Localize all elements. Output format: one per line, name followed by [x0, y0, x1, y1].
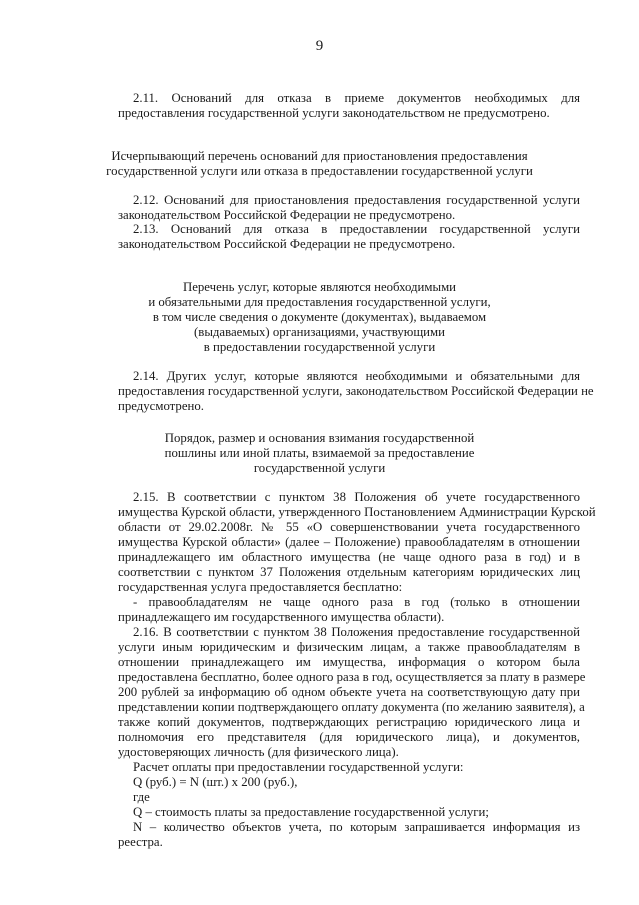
- p216-line-6: представлении копии подтверждающего оплату документа (по желанию заявителя), а: [118, 700, 585, 714]
- heading-services-line-1: Перечень услуг, которые являются необходимыми: [182, 280, 457, 294]
- p211-line-1: 2.11. Оснований для отказа в приеме документов необходимых для: [133, 91, 580, 105]
- p216-line-5: 200 рублей за информацию об одном объекте учета на соответствующую дату при: [118, 685, 580, 699]
- p214-line-1: 2.14. Других услуг, которые являются необходимыми и обязательными для: [133, 369, 580, 383]
- p215-line-3: области от 29.02.2008г. № 55 «О совершенствовании учета государственного: [118, 520, 580, 534]
- p215-line-5: принадлежащего им областного имущества (не чаще одного раза в год) и в: [118, 550, 580, 564]
- calc-q-definition: Q – стоимость платы за предоставление государственной услуги;: [133, 805, 489, 819]
- p214-line-3: предусмотрено.: [118, 399, 204, 413]
- calc-where: где: [133, 790, 150, 804]
- p216-line-8: полномочия его представителя (для юридического лица), и документов,: [118, 730, 580, 744]
- p215-line-7: государственная услуга предоставляется бесплатно:: [118, 580, 403, 594]
- calc-n-definition-line-2: реестра.: [118, 835, 163, 849]
- heading-fee-line-1: Порядок, размер и основания взимания государственной: [164, 431, 475, 445]
- p212-line-1: 2.12. Оснований для приостановления предоставления государственной услуги: [133, 193, 580, 207]
- heading-suspension-line-2: государственной услуги или отказа в предоставлении государственной услуги: [106, 164, 533, 178]
- p215-line-2: имущества Курской области, утвержденного Постановлением Администрации Курской: [118, 505, 596, 519]
- p211-line-2: предоставления государственной услуги законодательством не предусмотрено.: [118, 106, 550, 120]
- p213-line-1: 2.13. Оснований для отказа в предоставлении государственной услуги: [133, 222, 580, 236]
- calc-formula: Q (руб.) = N (шт.) х 200 (руб.),: [133, 775, 298, 789]
- heading-services-line-5: в предоставлении государственной услуги: [203, 340, 436, 354]
- calc-n-definition-line-1: N – количество объектов учета, по которым запрашивается информация из: [133, 820, 580, 834]
- p215-line-9: принадлежащего им государственного имущества области).: [118, 610, 445, 624]
- calc-intro: Расчет оплаты при предоставлении государственной услуги:: [133, 760, 464, 774]
- p216-line-1: 2.16. В соответствии с пунктом 38 Положения предоставление государственной: [133, 625, 580, 639]
- heading-suspension-line-1: Исчерпывающий перечень оснований для приостановления предоставления: [111, 149, 528, 163]
- p215-line-4: имущества Курской области» (далее – Положение) правообладателям в отношении: [118, 535, 580, 549]
- p216-line-7: также копий документов, подтверждающих регистрацию юридического лица и: [118, 715, 580, 729]
- p214-line-2: предоставления государственной услуги, законодательством Российской Федерации не: [118, 384, 594, 398]
- p215-line-6: соответствии с пунктом 37 Положения отдельным категориям юридических лиц: [118, 565, 580, 579]
- heading-fee-line-2: пошлины или иной платы, взимаемой за предоставление: [164, 446, 475, 460]
- p216-line-2: услуги иным юридическим и физическим лицам, а также правообладателям в: [118, 640, 580, 654]
- heading-services-line-4: (выдаваемых) организациями, участвующими: [194, 325, 445, 339]
- page-number: 9: [315, 38, 324, 54]
- p215-line-8: - правообладателям не чаще одного раза в год (только в отношении: [133, 595, 580, 609]
- p216-line-4: предоставлена бесплатно, более одного раза в год, осуществляется за плату в размере: [118, 670, 586, 684]
- p216-line-3: отношении принадлежащего им имущества, информация о котором была: [118, 655, 580, 669]
- p215-line-1: 2.15. В соответствии с пунктом 38 Положения об учете государственного: [133, 490, 580, 504]
- p213-line-2: законодательством Российской Федерации не предусмотрено.: [118, 237, 456, 251]
- heading-services-line-3: в том числе сведения о документе (документах), выдаваемом: [152, 310, 487, 324]
- heading-fee-line-3: государственной услуги: [253, 461, 386, 475]
- heading-services-line-2: и обязательными для предоставления государственной услуги,: [148, 295, 491, 309]
- p212-line-2: законодательством Российской Федерации не предусмотрено.: [118, 208, 456, 222]
- p216-line-9: удостоверяющих личность (для физического лица).: [118, 745, 399, 759]
